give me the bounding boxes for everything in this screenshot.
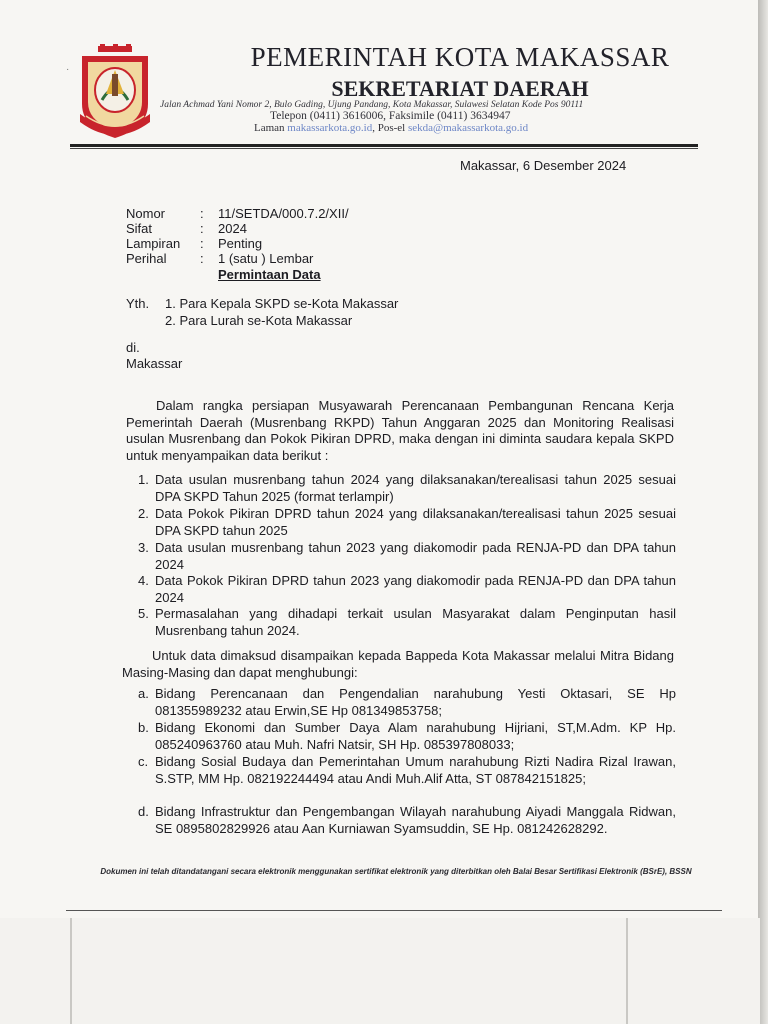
meta-colon: : — [200, 251, 204, 266]
contact-list-item — [138, 720, 676, 753]
office-name: SEKRETARIAT DAERAH — [331, 76, 589, 101]
meta-colon: : — [200, 206, 204, 221]
office-web-email — [254, 122, 528, 134]
email-label: , Pos-el — [372, 122, 408, 134]
meta-label: Sifat — [126, 221, 153, 236]
recipient-item: 2. Para Lurah se-Kota Makassar — [165, 313, 353, 328]
meta-label: Perihal — [126, 251, 167, 266]
page-edge-shadow — [758, 0, 768, 1024]
recipients-label: Yth. — [126, 296, 150, 311]
list-marker: 1. — [138, 472, 149, 487]
list-marker: 3. — [138, 540, 149, 555]
office-phone: Telepon (0411) 3616006, Faksimile (0411) 3634947 — [270, 110, 511, 122]
page-divider-line — [626, 918, 628, 1024]
scan-edge-mark: · — [66, 64, 70, 75]
list-marker: 4. — [138, 573, 149, 588]
list-marker: 5. — [138, 606, 149, 621]
page-divider-line — [70, 918, 72, 1024]
meta-value: 1 (satu ) Lembar — [218, 251, 314, 266]
next-page-area — [0, 918, 760, 1024]
web-label: Laman — [254, 122, 288, 134]
meta-value: 2024 — [218, 221, 247, 236]
meta-colon: : — [200, 221, 204, 236]
list-text: Bidang Ekonomi dan Sumber Daya Alam narahubung Hijriani, ST,M.Adm. KP Hp. 085240963760 atau Muh. Nafri Natsir, SH Hp. 085397808033; — [155, 720, 676, 752]
contact-list-item — [138, 804, 676, 837]
letter-date: Makassar, 6 Desember 2024 — [460, 158, 627, 173]
place-di: di. — [126, 340, 140, 355]
meta-label: Nomor — [126, 206, 166, 221]
meta-row-nomor — [126, 206, 349, 221]
data-list-item — [138, 573, 676, 606]
list-marker: b. — [138, 720, 149, 735]
makassar-city-logo — [76, 44, 154, 140]
data-list-item — [138, 606, 676, 639]
subject-title: Permintaan Data — [218, 267, 321, 282]
opening-paragraph: Dalam rangka persiapan Musyawarah Perencanaan Pembangunan Rencana Kerja Pemerintah Daerah (Musrenbang RKPD) Tahun Anggaran 2025 dan Monitoring Realisasi usulan Musrenbang dan Pokok Pikiran DPRD, maka dengan ini diminta saudara kepala SKPD untuk menyampaikan data berikut : — [126, 398, 674, 463]
list-text: Permasalahan yang dihadapi terkait usulan Masyarakat dalam Penginputan hasil Musrenbang tahun 2024. — [155, 606, 676, 638]
list-marker: d. — [138, 804, 149, 819]
footer-rule — [66, 910, 722, 911]
letterhead-rule-thin — [70, 148, 698, 149]
data-list-item — [138, 472, 676, 505]
list-text: Bidang Perencanaan dan Pengendalian narahubung Yesti Oktasari, SE Hp 081355989232 atau Erwin,SE Hp 081349853758; — [155, 686, 676, 718]
meta-colon: : — [200, 236, 204, 251]
data-list-item — [138, 506, 676, 539]
list-text: Data Pokok Pikiran DPRD tahun 2024 yang dilaksanakan/terealisasi tahun 2025 sesuai DPA SKPD tahun 2025 — [155, 506, 676, 538]
contact-intro-paragraph: Untuk data dimaksud disampaikan kepada Bappeda Kota Makassar melalui Mitra Bidang Masing-Masing dan dapat menghubungi: — [122, 648, 674, 680]
list-marker: a. — [138, 686, 149, 701]
recipient-item: 1. Para Kepala SKPD se-Kota Makassar — [165, 296, 399, 311]
government-name: PEMERINTAH KOTA MAKASSAR — [250, 42, 670, 72]
list-text: Data Pokok Pikiran DPRD tahun 2023 yang diakomodir pada RENJA-PD dan DPA tahun 2024 — [155, 573, 676, 605]
meta-value: Penting — [218, 236, 263, 251]
meta-value: 11/SETDA/000.7.2/XII/ — [218, 206, 349, 221]
meta-label: Lampiran — [126, 236, 181, 251]
contact-list-item — [138, 754, 676, 787]
list-marker: 2. — [138, 506, 149, 521]
website-link[interactable]: makassarkota.go.id — [287, 122, 373, 134]
data-list-item — [138, 540, 676, 573]
list-text: Bidang Infrastruktur dan Pengembangan Wilayah narahubung Aiyadi Manggala Ridwan, SE 0895802829926 atau Aan Kurniawan Syamsuddin, SE Hp. 081242628292. — [155, 804, 676, 836]
list-marker: c. — [138, 754, 149, 769]
electronic-signature-note: Dokumen ini telah ditandatangani secara elektronik menggunakan sertifikat elektronik yang diterbitkan oleh Balai Besar Sertifikasi Elektronik (BSrE), BSSN — [100, 867, 692, 876]
meta-row-perihal — [126, 251, 313, 266]
contact-list-item — [138, 686, 676, 719]
list-text: Bidang Sosial Budaya dan Pemerintahan Umum narahubung Rizti Nadira Rizal Irawan, S.STP, MM Hp. 082192244494 atau Andi Muh.Alif Atta, ST 087842151825; — [155, 754, 676, 786]
letterhead-rule — [70, 144, 698, 147]
list-text: Data usulan musrenbang tahun 2023 yang diakomodir pada RENJA-PD dan DPA tahun 2024 — [155, 540, 676, 572]
email-link[interactable]: sekda@makassarkota.go.id — [407, 122, 529, 134]
place-city: Makassar — [126, 356, 183, 371]
list-text: Data usulan musrenbang tahun 2024 yang dilaksanakan/terealisasi tahun 2025 sesuai DPA SKPD Tahun 2025 (format terlampir) — [155, 472, 676, 504]
meta-row-lampiran — [126, 236, 262, 251]
office-address: Jalan Achmad Yani Nomor 2, Bulo Gading, Ujung Pandang, Kota Makassar, Sulawesi Selatan Kode Pos 90111 — [160, 100, 584, 110]
meta-row-sifat — [126, 221, 247, 236]
